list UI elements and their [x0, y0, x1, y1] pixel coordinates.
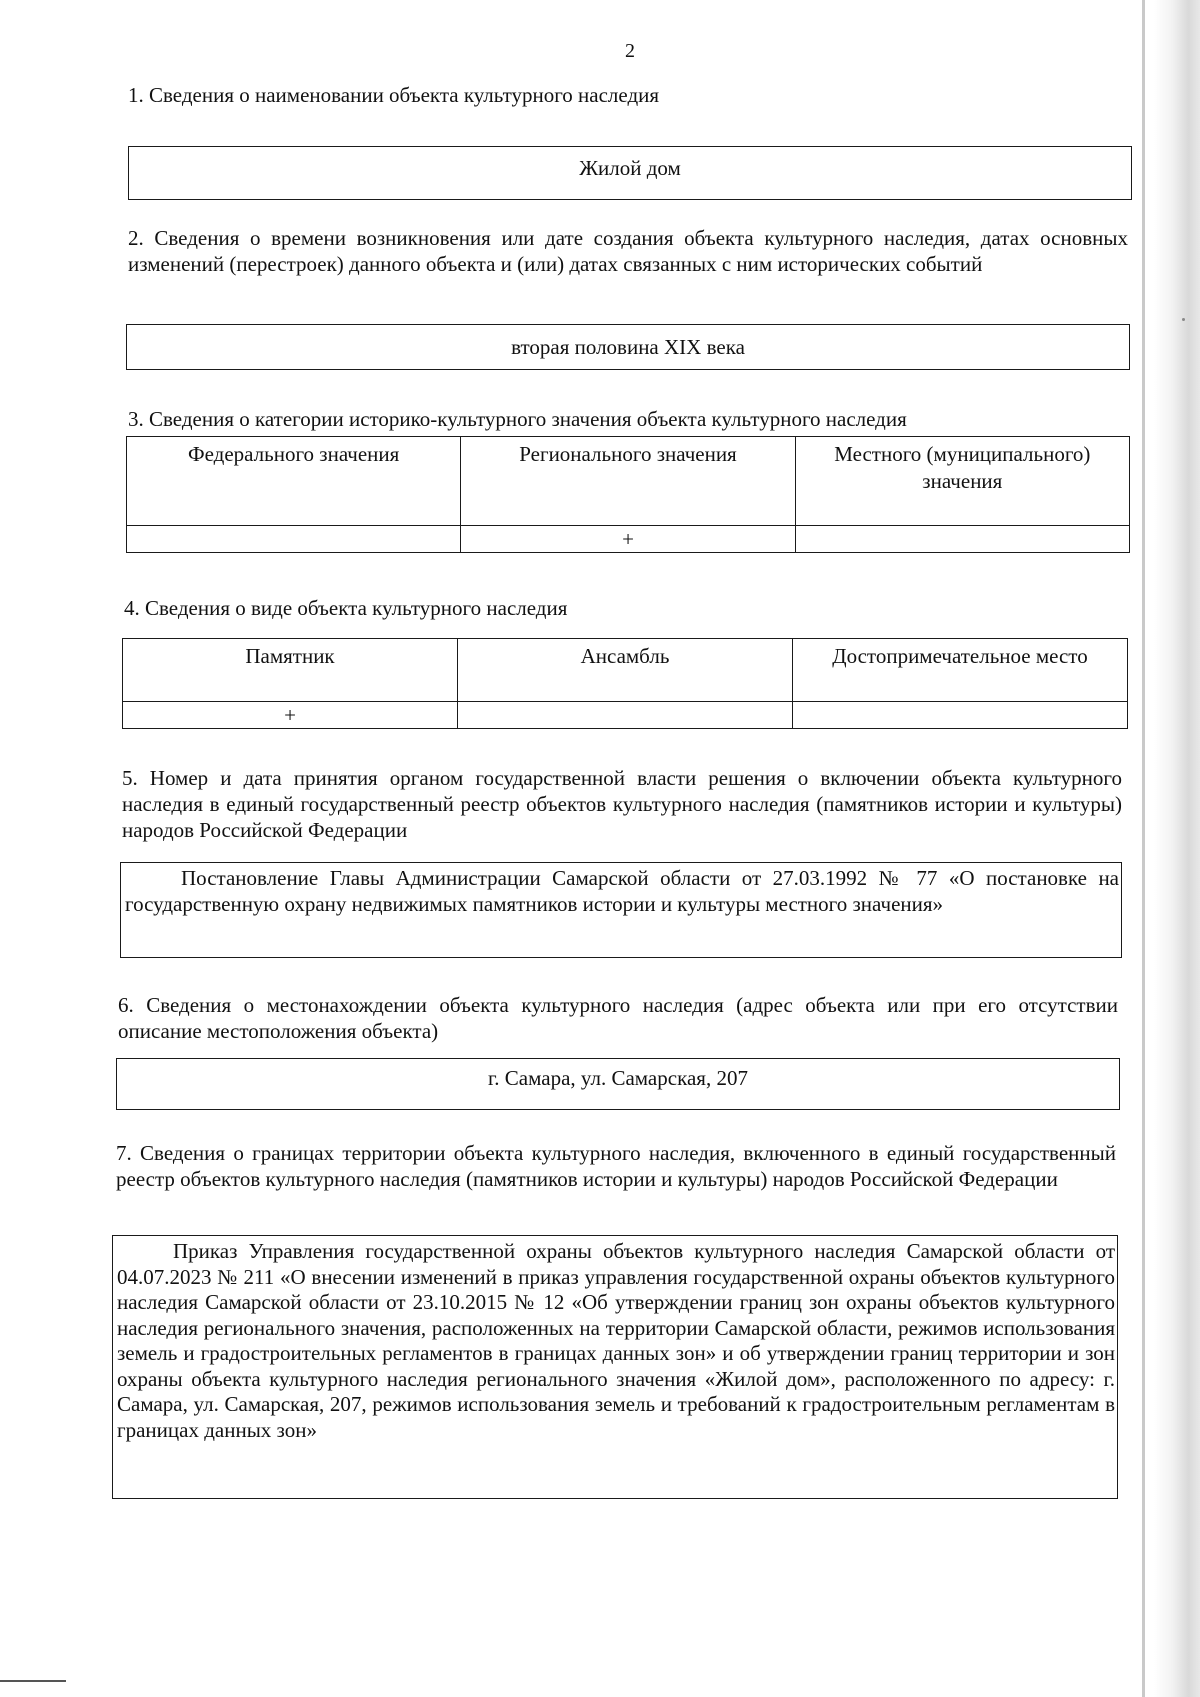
section4-mark-ensemble [458, 702, 793, 729]
scan-speck [1182, 318, 1185, 321]
section4-table [122, 638, 1128, 729]
section3-col-federal: Федерального значения [127, 437, 461, 526]
section4-heading: 4. Сведения о виде объекта культурного наследия [124, 596, 568, 620]
section4-mark-monument: + [123, 702, 458, 729]
section5-paragraph [121, 863, 1121, 917]
section4-col-monument: Памятник [123, 639, 458, 702]
scan-edge-line [1142, 0, 1145, 1697]
section2-box [126, 324, 1130, 370]
section1-heading: 1. Сведения о наименовании объекта культурного наследия [128, 83, 660, 107]
section3-mark-row [127, 526, 1130, 553]
scan-bottom-rule [0, 1680, 66, 1682]
section1-value: Жилой дом [579, 156, 681, 180]
section5-value: Постановление Главы Администрации Самарской области от 27.03.1992 № 77 «О постановке на государственную охрану недвижимых памятников истории и культуры местного значения» [125, 866, 1119, 916]
section4-col-ensemble: Ансамбль [458, 639, 793, 702]
section2-value: вторая половина XIX века [511, 335, 745, 359]
section5-box [120, 862, 1122, 958]
section7-paragraph [113, 1236, 1117, 1443]
section3-header-row [127, 437, 1130, 526]
section4-col-landmark: Достопримечательное место [793, 639, 1128, 702]
section3-mark-local [795, 526, 1129, 553]
section6-heading: 6. Сведения о местонахождении объекта культурного наследия (адрес объекта или при его отсутствии описание местоположения объекта) [118, 993, 1118, 1043]
section7-heading: 7. Сведения о границах территории объекта культурного наследия, включенного в единый государственный реестр объектов культурного наследия (памятников истории и культуры) народов Российской Федерации [116, 1141, 1116, 1191]
section1-box [128, 146, 1132, 200]
page-number: 2 [625, 40, 635, 62]
section3-col-local: Местного (муниципального) значения [795, 437, 1129, 526]
section3-table [126, 436, 1130, 553]
section7-value: Приказ Управления государственной охраны объектов культурного наследия Самарской области от 04.07.2023 № 211 «О внесении изменений в приказ управления государственной охраны объектов культурного наследия Самарской области от 23.10.2015 № 12 «Об утверждении границ зон охраны объектов культурного наследия регионального значения, расположенных на территории Самарской области, режимов использования земель и градостроительных регламентов в границах данных зон» и об утверждении границ территории и зон охраны объекта культурного наследия регионального значения «Жилой дом», расположенного по адресу: г. Самара, ул. Самарская, 207, режимов использования земель и требований к градостроительным регламентам в границах данных зон» [117, 1239, 1115, 1442]
section4-header-row [123, 639, 1128, 702]
section6-box [116, 1058, 1120, 1110]
section3-col-regional: Регионального значения [461, 437, 795, 526]
section2-heading: 2. Сведения о времени возникновения или дате создания объекта культурного наследия, датах основных изменений (перестроек) данного объекта и (или) датах связанных с ним исторических событий [128, 226, 1128, 276]
section3-heading: 3. Сведения о категории историко-культурного значения объекта культурного наследия [128, 407, 907, 431]
section5-heading: 5. Номер и дата принятия органом государственной власти решения о включении объекта культурного наследия в единый государственный реестр объектов культурного наследия (памятников истории и культуры) народов Российской Федерации [122, 766, 1122, 842]
section4-mark-row [123, 702, 1128, 729]
section7-box [112, 1235, 1118, 1499]
scan-edge-shadow [1154, 0, 1200, 1697]
section3-mark-federal [127, 526, 461, 553]
section3-mark-regional: + [461, 526, 795, 553]
section6-value: г. Самара, ул. Самарская, 207 [488, 1066, 748, 1090]
section4-mark-landmark [793, 702, 1128, 729]
